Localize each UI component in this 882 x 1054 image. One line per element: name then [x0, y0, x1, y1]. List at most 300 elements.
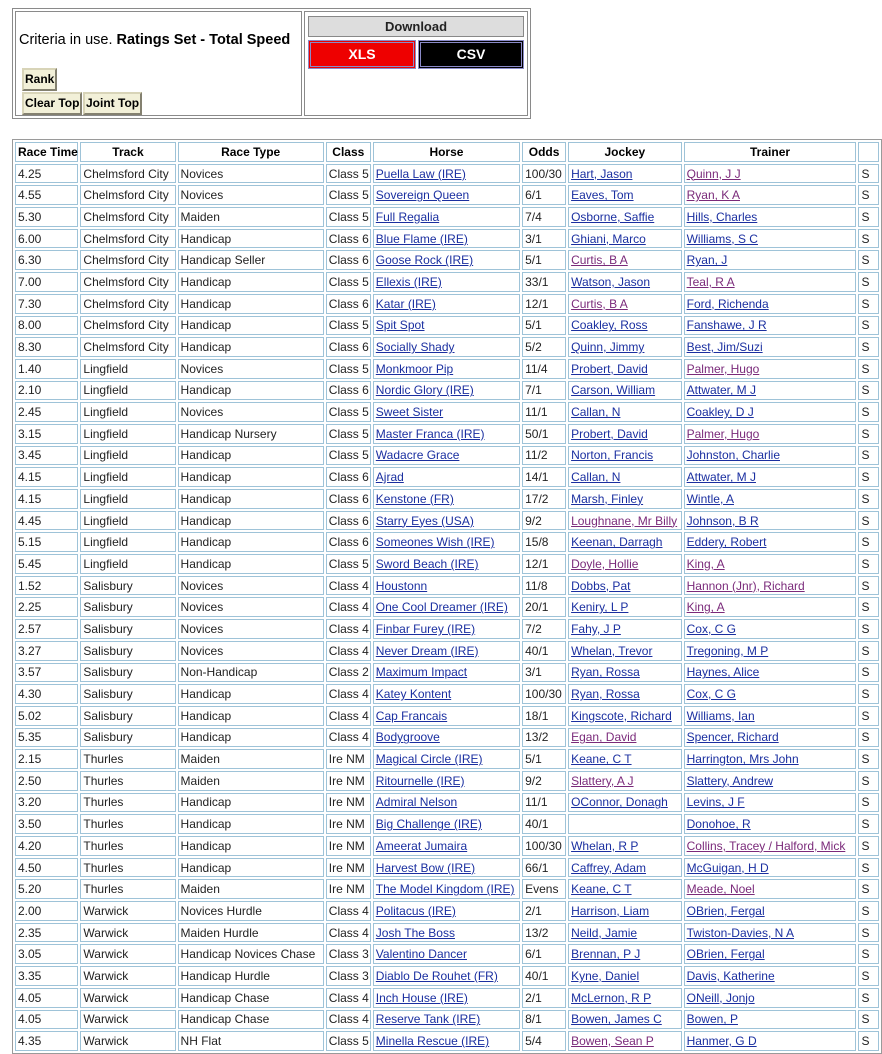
race-time-cell: 5.02 — [15, 706, 78, 726]
jockey-link[interactable]: Whelan, R P — [571, 838, 639, 853]
horse-cell — [373, 901, 520, 921]
horse-link[interactable]: Houstonn — [375, 578, 428, 593]
race-time-cell: 3.05 — [15, 944, 78, 964]
track-cell: Warwick — [80, 966, 175, 986]
horse-link[interactable]: Ameerat Jumaira — [375, 838, 468, 853]
download-csv-button[interactable]: CSV — [418, 40, 524, 69]
jockey-link[interactable]: Slattery, A J — [571, 773, 634, 788]
trainer-link[interactable]: Cox, C G — [686, 687, 736, 702]
trainer-cell — [684, 641, 857, 661]
jockey-cell — [568, 728, 682, 748]
trainer-cell — [684, 207, 857, 227]
odds-cell: 3/1 — [522, 663, 566, 683]
horse-cell — [373, 597, 520, 617]
table-row — [15, 901, 879, 921]
trainer-link[interactable]: Meade, Noel — [686, 882, 755, 897]
trainer-link[interactable]: Levins, J F — [686, 795, 745, 810]
horse-link[interactable]: Ellexis (IRE) — [375, 274, 442, 289]
odds-cell: 100/30 — [522, 836, 566, 856]
race-type-cell: Handicap — [178, 381, 324, 401]
horse-cell — [373, 554, 520, 574]
next-column-cell: S — [858, 164, 879, 184]
race-time-cell: 4.30 — [15, 684, 78, 704]
jockey-link[interactable]: Coakley, Ross — [571, 318, 648, 333]
trainer-link[interactable]: Palmer, Hugo — [686, 426, 760, 441]
class-cell: Class 6 — [326, 337, 371, 357]
next-column-cell: S — [858, 858, 879, 878]
odds-cell: 20/1 — [522, 597, 566, 617]
jockey-link[interactable]: Doyle, Hollie — [571, 556, 639, 571]
jockey-link[interactable]: Osborne, Saffie — [571, 209, 655, 224]
header-jockey[interactable]: Jockey — [568, 142, 682, 162]
track-cell: Lingfield — [80, 489, 175, 509]
class-cell: Class 4 — [326, 597, 371, 617]
horse-cell — [373, 814, 520, 834]
next-column-cell: S — [858, 901, 879, 921]
horse-link[interactable]: Minella Rescue (IRE) — [375, 1034, 490, 1049]
horse-link[interactable]: Magical Circle (IRE) — [375, 752, 483, 767]
next-column-cell: S — [858, 381, 879, 401]
trainer-link[interactable]: Donohoe, R — [686, 817, 751, 832]
race-type-cell: Handicap — [178, 272, 324, 292]
trainer-link[interactable]: ONeill, Jonjo — [686, 990, 755, 1005]
trainer-cell — [684, 337, 857, 357]
odds-cell: 40/1 — [522, 814, 566, 834]
horse-link[interactable]: Bodygroove — [375, 730, 440, 745]
trainer-link[interactable]: Slattery, Andrew — [686, 773, 774, 788]
class-cell: Ire NM — [326, 793, 371, 813]
next-column-cell: S — [858, 554, 879, 574]
table-row — [15, 532, 879, 552]
trainer-link[interactable]: Twiston-Davies, N A — [686, 925, 794, 940]
jockey-link[interactable]: Dobbs, Pat — [571, 578, 631, 593]
trainer-link[interactable]: Coakley, D J — [686, 405, 754, 420]
table-row — [15, 619, 879, 639]
race-type-cell: Handicap — [178, 467, 324, 487]
horse-link[interactable]: Nordic Glory (IRE) — [375, 383, 474, 398]
class-cell: Class 4 — [326, 619, 371, 639]
trainer-cell — [684, 923, 857, 943]
race-time-cell: 2.25 — [15, 597, 78, 617]
trainer-link[interactable]: Ryan, K A — [686, 188, 740, 203]
trainer-link[interactable]: Hannon (Jnr), Richard — [686, 578, 805, 593]
horse-link[interactable]: Goose Rock (IRE) — [375, 253, 474, 268]
results-body — [15, 164, 879, 1051]
jockey-link[interactable]: Whelan, Trevor — [571, 643, 653, 658]
jockey-link[interactable]: Quinn, Jimmy — [571, 340, 645, 355]
header-horse[interactable]: Horse — [373, 142, 520, 162]
table-row — [15, 663, 879, 683]
trainer-cell — [684, 489, 857, 509]
jockey-link[interactable]: Watson, Jason — [571, 274, 651, 289]
class-cell: Ire NM — [326, 749, 371, 769]
trainer-cell — [684, 728, 857, 748]
jockey-link[interactable]: Callan, N — [571, 470, 621, 485]
horse-cell — [373, 771, 520, 791]
jockey-link[interactable]: Kyne, Daniel — [571, 968, 640, 983]
jockey-link[interactable]: Hart, Jason — [571, 166, 633, 181]
horse-link[interactable]: Admiral Nelson — [375, 795, 458, 810]
odds-cell: 11/1 — [522, 793, 566, 813]
odds-cell: 9/2 — [522, 771, 566, 791]
horse-cell — [373, 684, 520, 704]
trainer-cell — [684, 988, 857, 1008]
jockey-link[interactable]: Keane, C T — [571, 882, 632, 897]
trainer-link[interactable]: Fanshawe, J R — [686, 318, 767, 333]
track-cell: Salisbury — [80, 728, 175, 748]
jockey-link[interactable]: Bowen, Sean P — [571, 1034, 654, 1049]
jockey-cell — [568, 164, 682, 184]
clear-top-button[interactable]: Clear Top — [22, 92, 82, 115]
jockey-link[interactable]: Marsh, Finley — [571, 491, 644, 506]
class-cell: Class 4 — [326, 988, 371, 1008]
trainer-link[interactable]: Williams, S C — [686, 231, 758, 246]
race-time-cell: 2.45 — [15, 402, 78, 422]
track-cell: Salisbury — [80, 619, 175, 639]
next-column-cell: S — [858, 597, 879, 617]
jockey-link[interactable]: Ryan, Rossa — [571, 665, 640, 680]
table-row — [15, 402, 879, 422]
jockey-cell — [568, 294, 682, 314]
jockey-cell — [568, 337, 682, 357]
race-type-cell: Maiden — [178, 771, 324, 791]
table-row — [15, 728, 879, 748]
next-column-cell: S — [858, 771, 879, 791]
horse-link[interactable]: Kenstone (FR) — [375, 491, 454, 506]
horse-link[interactable]: Finbar Furey (IRE) — [375, 621, 476, 636]
jockey-cell — [568, 988, 682, 1008]
table-row — [15, 511, 879, 531]
class-cell: Ire NM — [326, 771, 371, 791]
horse-cell — [373, 858, 520, 878]
jockey-link[interactable]: Probert, David — [571, 426, 648, 441]
race-type-cell: Handicap — [178, 511, 324, 531]
trainer-link[interactable]: Palmer, Hugo — [686, 361, 760, 376]
trainer-link[interactable]: McGuigan, H D — [686, 860, 769, 875]
horse-link[interactable]: Cap Francais — [375, 708, 448, 723]
jockey-link[interactable]: Caffrey, Adam — [571, 860, 647, 875]
jockey-link[interactable]: Probert, David — [571, 361, 648, 376]
race-time-cell: 4.05 — [15, 1010, 78, 1030]
jockey-link[interactable]: Egan, David — [571, 730, 637, 745]
trainer-link[interactable]: Bowen, P — [686, 1012, 738, 1027]
horse-link[interactable]: Maximum Impact — [375, 665, 468, 680]
race-type-cell: Handicap Novices Chase — [178, 944, 324, 964]
horse-link[interactable]: The Model Kingdom (IRE) — [375, 882, 515, 897]
trainer-cell — [684, 185, 857, 205]
horse-cell — [373, 359, 520, 379]
trainer-cell — [684, 381, 857, 401]
jockey-cell — [568, 467, 682, 487]
odds-cell: 5/1 — [522, 316, 566, 336]
horse-link[interactable]: Katar (IRE) — [375, 296, 436, 311]
next-column-cell: S — [858, 489, 879, 509]
table-row — [15, 446, 879, 466]
race-type-cell: Handicap — [178, 706, 324, 726]
odds-cell: 13/2 — [522, 728, 566, 748]
class-cell: Class 5 — [326, 446, 371, 466]
next-column-cell: S — [858, 1010, 879, 1030]
race-time-cell: 3.57 — [15, 663, 78, 683]
race-type-cell: Novices — [178, 185, 324, 205]
trainer-cell — [684, 793, 857, 813]
table-row — [15, 1031, 879, 1051]
trainer-link[interactable]: Tregoning, M P — [686, 643, 769, 658]
jockey-cell — [568, 684, 682, 704]
trainer-link[interactable]: Quinn, J J — [686, 166, 741, 181]
jockey-link[interactable]: Carson, William — [571, 383, 656, 398]
table-row — [15, 836, 879, 856]
track-cell: Chelmsford City — [80, 316, 175, 336]
class-cell: Class 4 — [326, 641, 371, 661]
class-cell: Class 4 — [326, 901, 371, 921]
next-column-cell: S — [858, 229, 879, 249]
class-cell: Class 5 — [326, 359, 371, 379]
race-type-cell: Handicap — [178, 836, 324, 856]
table-row — [15, 381, 879, 401]
jockey-link[interactable]: Ghiani, Marco — [571, 231, 646, 246]
trainer-link[interactable]: Collins, Tracey / Halford, Mick — [686, 838, 846, 853]
table-row — [15, 879, 879, 899]
horse-cell — [373, 966, 520, 986]
jockey-link[interactable]: Keniry, L P — [571, 600, 629, 615]
jockey-cell — [568, 359, 682, 379]
trainer-link[interactable]: Wintle, A — [686, 491, 734, 506]
trainer-link[interactable]: Davis, Katherine — [686, 968, 775, 983]
track-cell: Lingfield — [80, 359, 175, 379]
trainer-link[interactable]: Johnston, Charlie — [686, 448, 780, 463]
horse-link[interactable]: Monkmoor Pip — [375, 361, 454, 376]
race-type-cell: Maiden — [178, 879, 324, 899]
odds-cell: 8/1 — [522, 1010, 566, 1030]
horse-link[interactable]: Sword Beach (IRE) — [375, 556, 479, 571]
odds-cell: 14/1 — [522, 467, 566, 487]
jockey-link[interactable]: OConnor, Donagh — [571, 795, 668, 810]
horse-cell — [373, 728, 520, 748]
header-track[interactable]: Track — [80, 142, 175, 162]
jockey-cell — [568, 814, 682, 834]
horse-link[interactable]: Politacus (IRE) — [375, 903, 456, 918]
horse-link[interactable]: Diablo De Rouhet (FR) — [375, 968, 498, 983]
trainer-link[interactable]: Cox, C G — [686, 621, 736, 636]
trainer-cell — [684, 1031, 857, 1051]
track-cell: Lingfield — [80, 402, 175, 422]
race-time-cell: 4.20 — [15, 836, 78, 856]
race-type-cell: NH Flat — [178, 1031, 324, 1051]
header-trainer[interactable]: Trainer — [684, 142, 857, 162]
jockey-link[interactable]: Harrison, Liam — [571, 903, 650, 918]
joint-top-button[interactable]: Joint Top — [83, 92, 142, 115]
race-time-cell: 2.50 — [15, 771, 78, 791]
class-cell: Class 5 — [326, 1031, 371, 1051]
jockey-cell — [568, 966, 682, 986]
horse-link[interactable]: Valentino Dancer — [375, 947, 467, 962]
race-time-cell: 3.27 — [15, 641, 78, 661]
horse-link[interactable]: Puella Law (IRE) — [375, 166, 466, 181]
horse-link[interactable]: Big Challenge (IRE) — [375, 817, 482, 832]
download-box — [304, 11, 528, 116]
jockey-link[interactable]: Fahy, J P — [571, 621, 621, 636]
trainer-cell — [684, 359, 857, 379]
trainer-link[interactable]: Attwater, M J — [686, 383, 756, 398]
trainer-link[interactable]: Hills, Charles — [686, 209, 758, 224]
horse-link[interactable]: Katey Kontent — [375, 687, 452, 702]
horse-link[interactable]: One Cool Dreamer (IRE) — [375, 600, 508, 615]
track-cell: Salisbury — [80, 706, 175, 726]
class-cell: Class 4 — [326, 706, 371, 726]
horse-cell — [373, 316, 520, 336]
jockey-link[interactable]: Curtis, B A — [571, 253, 628, 268]
next-column-cell: S — [858, 467, 879, 487]
horse-cell — [373, 250, 520, 270]
race-time-cell: 5.15 — [15, 532, 78, 552]
jockey-link[interactable]: Norton, Francis — [571, 448, 654, 463]
trainer-link[interactable]: Johnson, B R — [686, 513, 759, 528]
horse-link[interactable]: Sweet Sister — [375, 405, 444, 420]
horse-link[interactable]: Josh The Boss — [375, 925, 455, 940]
race-type-cell: Handicap — [178, 793, 324, 813]
track-cell: Salisbury — [80, 663, 175, 683]
horse-link[interactable]: Starry Eyes (USA) — [375, 513, 474, 528]
horse-link[interactable]: Sovereign Queen — [375, 188, 470, 203]
table-header-row — [15, 142, 879, 162]
trainer-link[interactable]: Haynes, Alice — [686, 665, 760, 680]
trainer-link[interactable]: Williams, Ian — [686, 708, 755, 723]
next-column-cell: S — [858, 641, 879, 661]
jockey-cell — [568, 250, 682, 270]
horse-cell — [373, 489, 520, 509]
jockey-link[interactable]: Callan, N — [571, 405, 621, 420]
trainer-link[interactable]: Harrington, Mrs John — [686, 752, 799, 767]
trainer-link[interactable]: OBrien, Fergal — [686, 947, 765, 962]
table-row — [15, 424, 879, 444]
jockey-link[interactable]: Eaves, Tom — [571, 188, 634, 203]
trainer-link[interactable]: OBrien, Fergal — [686, 903, 765, 918]
horse-cell — [373, 988, 520, 1008]
horse-link[interactable]: Reserve Tank (IRE) — [375, 1012, 481, 1027]
race-time-cell: 3.35 — [15, 966, 78, 986]
horse-link[interactable]: Spit Spot — [375, 318, 425, 333]
header-race-type[interactable]: Race Type — [178, 142, 324, 162]
jockey-link[interactable]: Keane, C T — [571, 752, 632, 767]
track-cell: Chelmsford City — [80, 337, 175, 357]
track-cell: Lingfield — [80, 532, 175, 552]
class-cell: Class 6 — [326, 489, 371, 509]
horse-cell — [373, 532, 520, 552]
jockey-link[interactable]: Loughnane, Mr Billy — [571, 513, 678, 528]
race-type-cell: Novices Hurdle — [178, 901, 324, 921]
odds-cell: 7/2 — [522, 619, 566, 639]
race-time-cell: 4.25 — [15, 164, 78, 184]
track-cell: Chelmsford City — [80, 185, 175, 205]
table-row — [15, 684, 879, 704]
horse-link[interactable]: Socially Shady — [375, 340, 455, 355]
trainer-link[interactable]: Spencer, Richard — [686, 730, 779, 745]
next-column-cell: S — [858, 511, 879, 531]
table-row — [15, 207, 879, 227]
jockey-link[interactable]: McLernon, R P — [571, 990, 652, 1005]
next-column-cell: S — [858, 424, 879, 444]
horse-link[interactable]: Someones Wish (IRE) — [375, 535, 495, 550]
trainer-link[interactable]: King, A — [686, 556, 725, 571]
horse-link[interactable]: Wadacre Grace — [375, 448, 460, 463]
trainer-cell — [684, 1010, 857, 1030]
class-cell: Class 4 — [326, 1010, 371, 1030]
trainer-link[interactable]: Ryan, J — [686, 253, 728, 268]
class-cell: Class 6 — [326, 532, 371, 552]
header-class[interactable]: Class — [326, 142, 371, 162]
jockey-link[interactable]: Keenan, Darragh — [571, 535, 663, 550]
jockey-link[interactable]: Brennan, P J — [571, 947, 641, 962]
trainer-link[interactable]: Teal, R A — [686, 274, 735, 289]
jockey-cell — [568, 316, 682, 336]
table-row — [15, 576, 879, 596]
race-type-cell: Novices — [178, 359, 324, 379]
track-cell: Thurles — [80, 836, 175, 856]
header-race-time[interactable]: Race Time — [15, 142, 78, 162]
next-column-cell: S — [858, 814, 879, 834]
odds-cell: 5/1 — [522, 749, 566, 769]
horse-link[interactable]: Harvest Bow (IRE) — [375, 860, 476, 875]
horse-link[interactable]: Master Franca (IRE) — [375, 426, 485, 441]
class-cell: Class 5 — [326, 207, 371, 227]
trainer-link[interactable]: Ford, Richenda — [686, 296, 769, 311]
next-column-cell: S — [858, 728, 879, 748]
horse-link[interactable]: Blue Flame (IRE) — [375, 231, 468, 246]
jockey-link[interactable]: Kingscote, Richard — [571, 708, 672, 723]
race-type-cell: Novices — [178, 597, 324, 617]
horse-link[interactable]: Ajrad — [375, 470, 404, 485]
odds-cell: 40/1 — [522, 641, 566, 661]
class-cell: Ire NM — [326, 836, 371, 856]
jockey-link[interactable]: Bowen, James C — [571, 1012, 662, 1027]
odds-cell: 40/1 — [522, 966, 566, 986]
next-column-cell: S — [858, 706, 879, 726]
download-xls-button[interactable]: XLS — [308, 40, 416, 69]
rank-button[interactable]: Rank — [22, 68, 57, 91]
horse-link[interactable]: Ritournelle (IRE) — [375, 773, 465, 788]
trainer-link[interactable]: Best, Jim/Suzi — [686, 340, 763, 355]
race-time-cell: 5.30 — [15, 207, 78, 227]
jockey-cell — [568, 229, 682, 249]
trainer-link[interactable]: Eddery, Robert — [686, 535, 767, 550]
horse-link[interactable]: Inch House (IRE) — [375, 990, 468, 1005]
trainer-link[interactable]: Hanmer, G D — [686, 1034, 757, 1049]
trainer-link[interactable]: King, A — [686, 600, 725, 615]
race-type-cell: Maiden — [178, 749, 324, 769]
track-cell: Lingfield — [80, 446, 175, 466]
race-time-cell: 2.10 — [15, 381, 78, 401]
race-time-cell: 4.35 — [15, 1031, 78, 1051]
trainer-link[interactable]: Attwater, M J — [686, 470, 756, 485]
jockey-link[interactable]: Curtis, B A — [571, 296, 628, 311]
jockey-cell — [568, 424, 682, 444]
trainer-cell — [684, 446, 857, 466]
next-column-cell: S — [858, 619, 879, 639]
horse-link[interactable]: Never Dream (IRE) — [375, 643, 479, 658]
horse-link[interactable]: Full Regalia — [375, 209, 440, 224]
class-cell: Ire NM — [326, 879, 371, 899]
results-table — [12, 139, 882, 1054]
jockey-link[interactable]: Neild, Jamie — [571, 925, 638, 940]
track-cell: Warwick — [80, 1031, 175, 1051]
jockey-link[interactable]: Ryan, Rossa — [571, 687, 640, 702]
horse-cell — [373, 793, 520, 813]
track-cell: Salisbury — [80, 597, 175, 617]
header-odds[interactable]: Odds — [522, 142, 566, 162]
class-cell: Class 4 — [326, 728, 371, 748]
race-type-cell: Novices — [178, 641, 324, 661]
